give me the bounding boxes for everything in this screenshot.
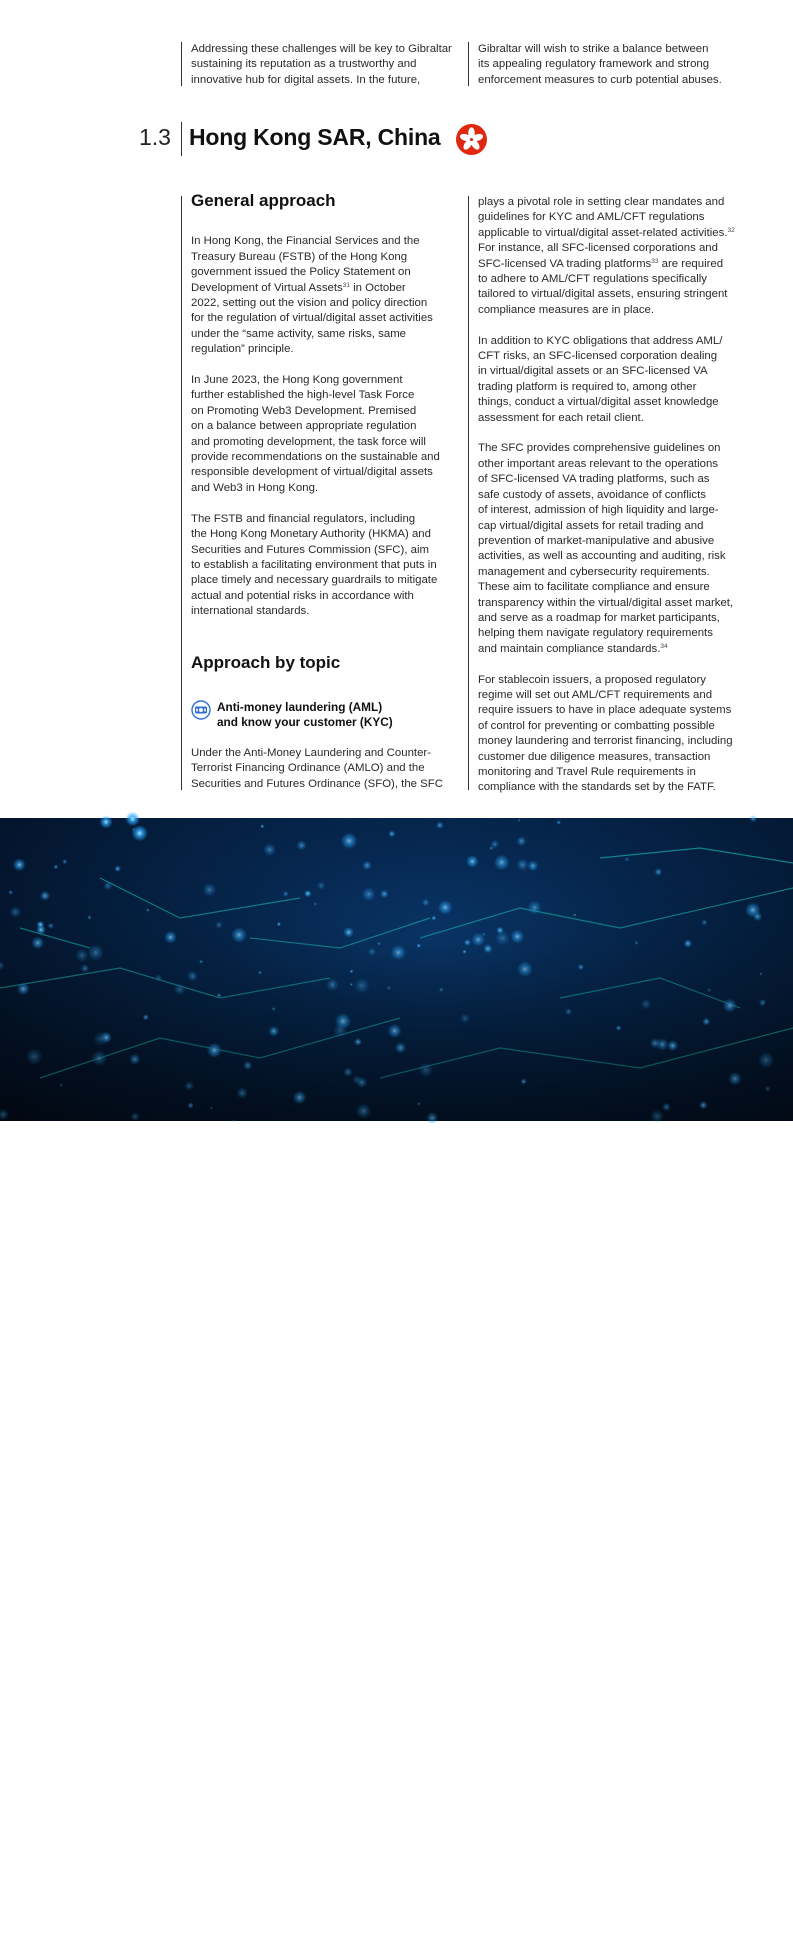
left-column-rule [181, 196, 182, 790]
text-line: place timely and necessary guardrails to mitigate [191, 574, 438, 587]
text-line: Gibraltar will wish to strike a balance between [478, 43, 709, 55]
text-line: Terrorist Financing Ordinance (AMLO) and the [191, 762, 425, 775]
text-line: of SFC-licensed VA trading platforms, such as [478, 473, 710, 486]
text-line: international standards. [191, 605, 310, 618]
text-line: regulation” principle. [191, 343, 294, 356]
paragraph [191, 234, 453, 357]
text-line: These aim to facilitate compliance and ensure [478, 581, 710, 594]
text-line: and know your customer (KYC) [217, 715, 393, 730]
text-line: require issuers to have in place adequate systems [478, 704, 732, 717]
text-fragment: Development of Virtual Assets [191, 281, 343, 294]
footnote-ref[interactable]: 32 [727, 226, 735, 234]
paragraph [478, 195, 753, 318]
page-footer [432, 1894, 740, 1905]
text-line: the Hong Kong Monetary Authority (HKMA) and [191, 528, 431, 541]
paragraph [191, 373, 453, 496]
text-line: for the regulation of virtual/digital asset activities [191, 312, 433, 325]
paragraph [191, 512, 453, 620]
text-line: sustaining its reputation as a trustworthy and [191, 58, 417, 71]
footnote-ref[interactable]: 33 [651, 257, 659, 265]
intro-right-rule [468, 42, 469, 86]
section-title: Hong Kong SAR, China [189, 124, 441, 150]
footer-title: Insights from Jurisdictional Approaches [550, 1894, 720, 1905]
text-line: to establish a facilitating environment that puts in [191, 558, 437, 571]
text-line: Securities and Futures Ordinance (SFO), the SFC [191, 777, 443, 790]
text-line: customer due diligence measures, transaction [478, 750, 711, 763]
intro-left-text [191, 42, 461, 88]
text-line: compliance measures are in place. [478, 303, 655, 316]
text-line: cap virtual/digital assets for retail trading and [478, 519, 704, 532]
text-line: provide recommendations on the sustainable and [191, 451, 440, 464]
text-line: plays a pivotal role in setting clear mandates and [478, 196, 725, 208]
text-line: For stablecoin issuers, a proposed regulatory [478, 673, 706, 686]
text-fragment: SFC-licensed VA trading platforms [478, 257, 652, 270]
text-line: on a balance between appropriate regulation [191, 420, 417, 433]
text-line: and promoting development, the task force will [191, 435, 426, 448]
text-line: Under the Anti-Money Laundering and Counter- [191, 747, 431, 759]
text-line: tailored to virtual/digital assets, ensuring stringent [478, 288, 728, 301]
page-number: 12 [729, 1894, 741, 1905]
text-line: monitoring and Travel Rule requirements in [478, 765, 696, 778]
text-line: to adhere to AML/CFT regulations specifically [478, 273, 707, 286]
text-line: money laundering and terrorist financing, including [478, 735, 733, 748]
text-line: enforcement measures to curb potential abuses. [478, 73, 722, 86]
text-line: activities, as well as accounting and auditing, risk [478, 550, 726, 563]
text-line: helping them navigate regulatory requirements [478, 627, 713, 640]
circuit-board-art [0, 818, 793, 1121]
text-line: regime will set out AML/CFT requirements and [478, 688, 713, 701]
text-line: 2022, setting out the vision and policy direction [191, 297, 428, 310]
text-line: Treasury Bureau (FSTB) of the Hong Kong [191, 250, 408, 263]
watermark-text: 大数跨境 [24, 1917, 85, 1934]
section-number: 1.3 [139, 124, 171, 150]
watermark-icon: ✿ [8, 1917, 25, 1934]
text-line: of control for preventing or combatting possible [478, 719, 715, 732]
text-line: other important areas relevant to the operations [478, 457, 718, 470]
paragraph [478, 673, 753, 796]
text-line: For instance, all SFC-licensed corporations and [478, 242, 718, 255]
text-line: management and cybersecurity requirements. [478, 565, 710, 578]
text-line: on Promoting Web3 Development. Premised [191, 404, 417, 417]
text-line: compliance with the standards set by the FATF. [478, 781, 716, 794]
text-fragment: in October [349, 281, 406, 294]
text-line: In Hong Kong, the Financial Services and the [191, 235, 420, 248]
text-line: Securities and Futures Commission (SFC), aim [191, 543, 430, 556]
text-line: transparency within the virtual/digital asset market, [478, 596, 734, 609]
text-fragment: and maintain compliance standards. [478, 642, 661, 655]
section-divider [181, 122, 182, 156]
right-column-rule [468, 196, 469, 790]
left-column-tail [191, 746, 453, 792]
text-line: Anti-money laundering (AML) [217, 700, 383, 714]
text-line: things, conduct a virtual/digital asset knowledge [478, 396, 719, 409]
text-line: guidelines for KYC and AML/CFT regulations [478, 211, 705, 224]
general-approach-heading: General approach [191, 191, 336, 210]
text-line: In addition to KYC obligations that address AML/ [478, 334, 723, 347]
right-column [478, 195, 753, 796]
paragraph [478, 334, 753, 426]
text-line: The SFC provides comprehensive guidelines on [478, 442, 721, 455]
text-line: actual and potential risks in accordance with [191, 589, 414, 602]
footnote-ref[interactable]: 34 [660, 642, 668, 650]
watermark-logo [8, 1914, 85, 1935]
left-column [191, 193, 453, 635]
text-line: trading platform is required to, among other [478, 380, 697, 393]
intro-right-text [478, 42, 748, 88]
approach-by-topic-heading: Approach by topic [191, 653, 341, 672]
text-fragment: applicable to virtual/digital asset-related activities. [478, 226, 728, 239]
text-line: of interest, admission of high liquidity and large- [478, 504, 719, 517]
text-line: and serve as a roadmap for market participants, [478, 611, 720, 624]
text-line: The FSTB and financial regulators, including [191, 512, 416, 525]
text-line: its appealing regulatory framework and strong [478, 58, 710, 71]
text-line: under the “same activity, same risks, same [191, 327, 407, 340]
circuit-board-image [0, 818, 793, 1934]
aml-kyc-icon [191, 700, 211, 720]
aml-kyc-label [217, 700, 447, 731]
text-line: further established the high-level Task Force [191, 389, 415, 402]
footnote-ref[interactable]: 31 [342, 281, 350, 289]
text-line: prevention of market-manipulative and abusive [478, 534, 715, 547]
text-line: and Web3 in Hong Kong. [191, 481, 319, 494]
text-fragment: are required [658, 257, 724, 270]
text-line: In June 2023, the Hong Kong government [191, 374, 403, 387]
text-line: in virtual/digital assets or an SFC-licensed VA [478, 365, 708, 378]
text-line: government issued the Policy Statement on [191, 266, 411, 279]
text-line: safe custody of assets, avoidance of conflicts [478, 488, 706, 501]
hong-kong-flag-icon [456, 124, 487, 155]
intro-left-rule [181, 42, 182, 86]
paragraph [478, 441, 753, 657]
text-line: assessment for each retail client. [478, 411, 644, 424]
text-line: CFT risks, an SFC-licensed corporation dealing [478, 350, 718, 363]
footer-title-bold: Digital Assets Regulation: [432, 1894, 551, 1905]
text-line: Addressing these challenges will be key to Gibraltar [191, 43, 452, 55]
text-line: responsible development of virtual/digital assets [191, 466, 433, 479]
text-line: innovative hub for digital assets. In the future, [191, 73, 421, 86]
